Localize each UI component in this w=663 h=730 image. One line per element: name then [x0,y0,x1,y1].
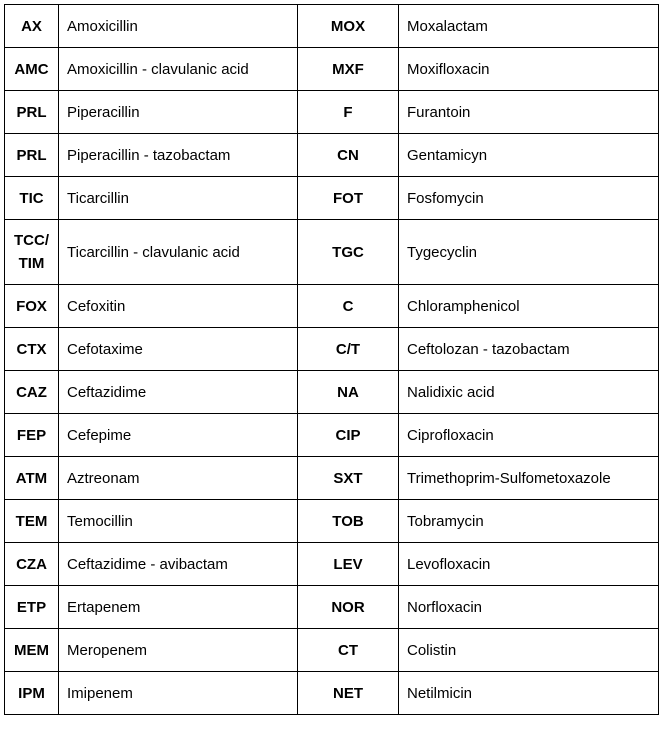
antibiotic-code-right: CN [298,134,399,177]
antibiotic-code-right: TGC [298,220,399,285]
antibiotic-code-left: PRL [5,134,59,177]
table-row [5,414,659,457]
antibiotic-code-right: NA [298,371,399,414]
antibiotic-code-left: ETP [5,586,59,629]
antibiotic-code-right: MXF [298,48,399,91]
antibiotic-name-right: Ciprofloxacin [399,414,659,457]
table-body [5,5,659,715]
antibiotic-name-right: Netilmicin [399,672,659,715]
table-row [5,586,659,629]
antibiotic-name-left: Piperacillin [59,91,298,134]
antibiotic-name-left: Ticarcillin - clavulanic acid [59,220,298,285]
antibiotic-name-right: Levofloxacin [399,543,659,586]
table-row [5,672,659,715]
antibiotic-name-left: Temocillin [59,500,298,543]
antibiotic-code-left: FEP [5,414,59,457]
antibiotic-code-right: MOX [298,5,399,48]
antibiotic-name-right: Nalidixic acid [399,371,659,414]
antibiotic-code-left: MEM [5,629,59,672]
antibiotic-code-left: AMC [5,48,59,91]
table-row [5,500,659,543]
antibiotic-code-right: FOT [298,177,399,220]
antibiotic-name-left: Cefotaxime [59,328,298,371]
antibiotic-name-right: Tygecyclin [399,220,659,285]
antibiotic-name-right: Colistin [399,629,659,672]
antibiotic-code-right: CIP [298,414,399,457]
table-row [5,48,659,91]
antibiotic-name-right: Moxifloxacin [399,48,659,91]
antibiotic-code-left: IPM [5,672,59,715]
table-row [5,5,659,48]
table-row [5,457,659,500]
antibiotic-code-left: AX [5,5,59,48]
antibiotic-name-left: Amoxicillin [59,5,298,48]
table-row [5,285,659,328]
antibiotic-code-right: NOR [298,586,399,629]
antibiotic-code-left: CTX [5,328,59,371]
antibiotic-name-left: Imipenem [59,672,298,715]
antibiotic-name-left: Amoxicillin - clavulanic acid [59,48,298,91]
antibiotic-name-right: Ceftolozan - tazobactam [399,328,659,371]
antibiotic-code-left: FOX [5,285,59,328]
antibiotic-code-right: C/T [298,328,399,371]
antibiotic-name-left: Ceftazidime [59,371,298,414]
antibiotic-code-right: SXT [298,457,399,500]
table-row [5,371,659,414]
antibiotic-name-left: Aztreonam [59,457,298,500]
antibiotic-name-right: Chloramphenicol [399,285,659,328]
antibiotic-name-left: Cefoxitin [59,285,298,328]
antibiotic-abbreviation-table [4,4,659,715]
antibiotic-name-left: Ertapenem [59,586,298,629]
antibiotic-code-left: TIC [5,177,59,220]
antibiotic-name-right: Trimethoprim-Sulfometoxazole [399,457,659,500]
antibiotic-code-right: C [298,285,399,328]
table-row [5,134,659,177]
antibiotic-code-right: NET [298,672,399,715]
table-row [5,220,659,285]
antibiotic-name-right: Tobramycin [399,500,659,543]
antibiotic-name-left: Meropenem [59,629,298,672]
antibiotic-name-left: Ceftazidime - avibactam [59,543,298,586]
table-row [5,629,659,672]
antibiotic-code-left: PRL [5,91,59,134]
table-row [5,177,659,220]
antibiotic-name-left: Piperacillin - tazobactam [59,134,298,177]
antibiotic-code-left: TCC/ TIM [5,220,59,285]
table-row [5,91,659,134]
antibiotic-code-left: TEM [5,500,59,543]
antibiotic-code-right: LEV [298,543,399,586]
antibiotic-name-right: Gentamicyn [399,134,659,177]
antibiotic-name-right: Moxalactam [399,5,659,48]
antibiotic-code-left: CZA [5,543,59,586]
antibiotic-name-left: Cefepime [59,414,298,457]
antibiotic-name-right: Furantoin [399,91,659,134]
antibiotic-code-right: F [298,91,399,134]
antibiotic-code-right: TOB [298,500,399,543]
antibiotic-name-right: Fosfomycin [399,177,659,220]
antibiotic-name-left: Ticarcillin [59,177,298,220]
table-row [5,328,659,371]
antibiotic-code-left: ATM [5,457,59,500]
antibiotic-code-left: CAZ [5,371,59,414]
table-row [5,543,659,586]
antibiotic-name-right: Norfloxacin [399,586,659,629]
antibiotic-code-right: CT [298,629,399,672]
